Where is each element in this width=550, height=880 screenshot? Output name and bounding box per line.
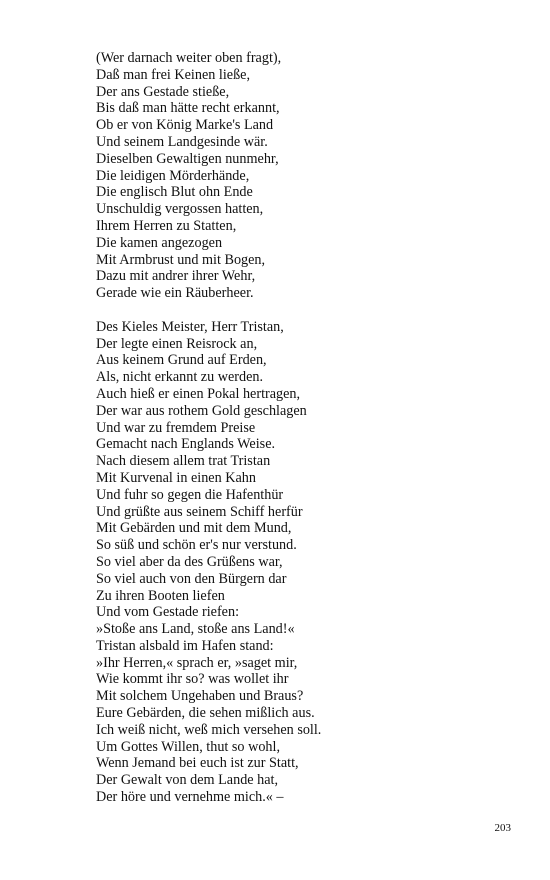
verse-line: Der ans Gestade stieße, bbox=[96, 83, 230, 100]
verse-line: Um Gottes Willen, thut so wohl, bbox=[96, 738, 280, 755]
verse-line: Zu ihren Booten liefen bbox=[96, 587, 225, 604]
verse-line: So süß und schön er's nur verstund. bbox=[96, 537, 297, 554]
verse-line: Mit Kurvenal in einen Kahn bbox=[96, 469, 256, 486]
verse-line: Und war zu fremdem Preise bbox=[96, 419, 256, 436]
verse-line: Ich weiß nicht, weß mich versehen soll. bbox=[96, 721, 322, 738]
verse-line: Der höre und vernehme mich.« – bbox=[96, 789, 284, 806]
verse-line: Gemacht nach Englands Weise. bbox=[96, 436, 276, 453]
verse-line: Und seinem Landgesinde wär. bbox=[96, 133, 268, 150]
verse-line: Der legte einen Reisrock an, bbox=[96, 335, 258, 352]
stanza-1 bbox=[96, 50, 516, 302]
verse-line: Ob er von König Marke's Land bbox=[96, 117, 274, 134]
verse-line: Ihrem Herren zu Statten, bbox=[96, 217, 237, 234]
verse-line: Und fuhr so gegen die Hafenthür bbox=[96, 486, 284, 503]
verse-line: So viel aber da des Grüßens war, bbox=[96, 553, 283, 570]
verse-line: So viel auch von den Bürgern dar bbox=[96, 570, 287, 587]
verse-line: Gerade wie ein Räuberheer. bbox=[96, 285, 254, 302]
verse-line: Und grüßte aus seinem Schiff herfür bbox=[96, 503, 303, 520]
verse-line: (Wer darnach weiter oben fragt), bbox=[96, 50, 282, 66]
verse-line: Dazu mit andrer ihrer Wehr, bbox=[96, 268, 256, 285]
poem-text bbox=[96, 50, 516, 806]
verse-line: Die kamen angezogen bbox=[96, 234, 223, 251]
verse-line: Mit Armbrust und mit Bogen, bbox=[96, 251, 266, 268]
verse-line: Der war aus rothem Gold geschlagen bbox=[96, 402, 307, 419]
verse-line: Als, nicht erkannt zu werden. bbox=[96, 369, 264, 386]
verse-line: Unschuldig vergossen hatten, bbox=[96, 201, 264, 218]
verse-line: Tristan alsbald im Hafen stand: bbox=[96, 637, 274, 654]
verse-line: Des Kieles Meister, Herr Tristan, bbox=[96, 318, 284, 335]
verse-line: Aus keinem Grund auf Erden, bbox=[96, 352, 267, 369]
verse-line: Mit Gebärden und mit dem Mund, bbox=[96, 520, 292, 537]
verse-line: Dieselben Gewaltigen nunmehr, bbox=[96, 150, 279, 167]
verse-line: Bis daß man hätte recht erkannt, bbox=[96, 100, 280, 117]
page-number: 203 bbox=[494, 822, 511, 834]
verse-line: Und vom Gestade riefen: bbox=[96, 604, 240, 621]
verse-line: Nach diesem allem trat Tristan bbox=[96, 453, 271, 470]
verse-line: Mit solchem Ungehaben und Braus? bbox=[96, 688, 304, 705]
verse-line: Eure Gebärden, die sehen mißlich aus. bbox=[96, 705, 315, 722]
stanza-2 bbox=[96, 319, 516, 806]
verse-line: Die leidigen Mörderhände, bbox=[96, 167, 250, 184]
verse-line: »Ihr Herren,« sprach er, »saget mir, bbox=[96, 654, 298, 671]
verse-line: Der Gewalt von dem Lande hat, bbox=[96, 772, 279, 789]
verse-line: Wie kommt ihr so? was wollet ihr bbox=[96, 671, 289, 688]
verse-line: Die englisch Blut ohn Ende bbox=[96, 184, 253, 201]
verse-line: »Stoße ans Land, stoße ans Land!« bbox=[96, 621, 295, 638]
verse-line: Daß man frei Keinen ließe, bbox=[96, 66, 251, 83]
verse-line: Auch hieß er einen Pokal hertragen, bbox=[96, 385, 301, 402]
verse-line: Wenn Jemand bei euch ist zur Statt, bbox=[96, 755, 299, 772]
